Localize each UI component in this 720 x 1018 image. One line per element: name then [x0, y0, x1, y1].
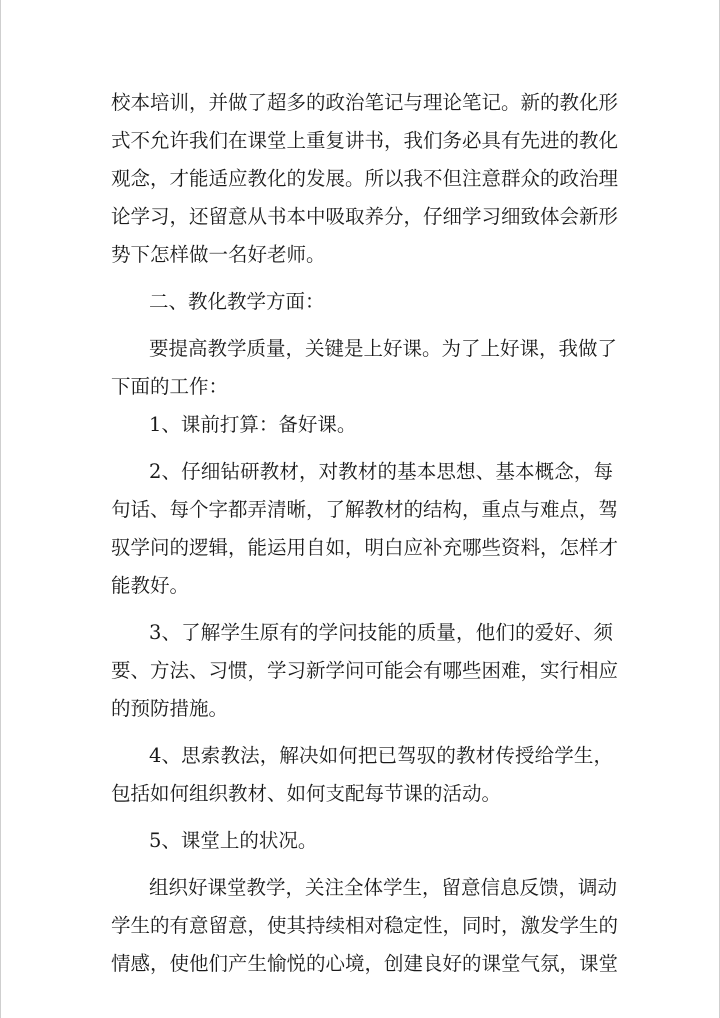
section-heading: 二、教化教学方面：: [149, 290, 325, 313]
list-item-heading: 1、课前打算：备好课。: [149, 413, 357, 436]
text-line: 能教好。: [111, 574, 190, 597]
list-item-heading: 5、课堂上的状况。: [149, 829, 318, 852]
text-line: 组织好课堂教学，关注全体学生，留意信息反馈，调动: [149, 876, 618, 899]
text-line: 式不允许我们在课堂上重复讲书，我们务必具有先进的教化: [111, 129, 619, 152]
text-line: 要、方法、习惯，学习新学问可能会有哪些困难，实行相应: [111, 659, 619, 682]
text-line: 观念，才能适应教化的发展。所以我不但注意群众的政治理: [111, 167, 619, 190]
text-line: 2、仔细钻研教材，对教材的基本思想、基本概念，每: [149, 460, 613, 483]
text-line: 的预防措施。: [111, 697, 229, 720]
text-line: 论学习，还留意从书本中吸取养分，仔细学习细致体会新形: [111, 205, 619, 228]
text-line: 4、思索教法，解决如何把已驾驭的教材传授给学生，: [149, 744, 613, 767]
text-line: 要提高教学质量，关键是上好课。为了上好课，我做了: [149, 337, 618, 360]
text-line: 情感，使他们产生愉悦的心境，创建良好的课堂气氛，课堂: [111, 952, 619, 975]
text-line: 下面的工作：: [111, 375, 229, 398]
text-line: 句话、每个字都弄清晰，了解教材的结构，重点与难点，驾: [111, 498, 619, 521]
text-line: 包括如何组织教材、如何支配每节课的活动。: [111, 782, 502, 805]
text-line: 势下怎样做一名好老师。: [111, 243, 326, 266]
text-line: 3、了解学生原有的学问技能的质量，他们的爱好、须: [149, 621, 613, 644]
text-line: 校本培训，并做了超多的政治笔记与理论笔记。新的教化形: [111, 91, 619, 114]
text-line: 学生的有意留意，使其持续相对稳定性，同时，激发学生的: [111, 914, 619, 937]
text-line: 驭学问的逻辑，能运用自如，明白应补充哪些资料，怎样才: [111, 536, 619, 559]
